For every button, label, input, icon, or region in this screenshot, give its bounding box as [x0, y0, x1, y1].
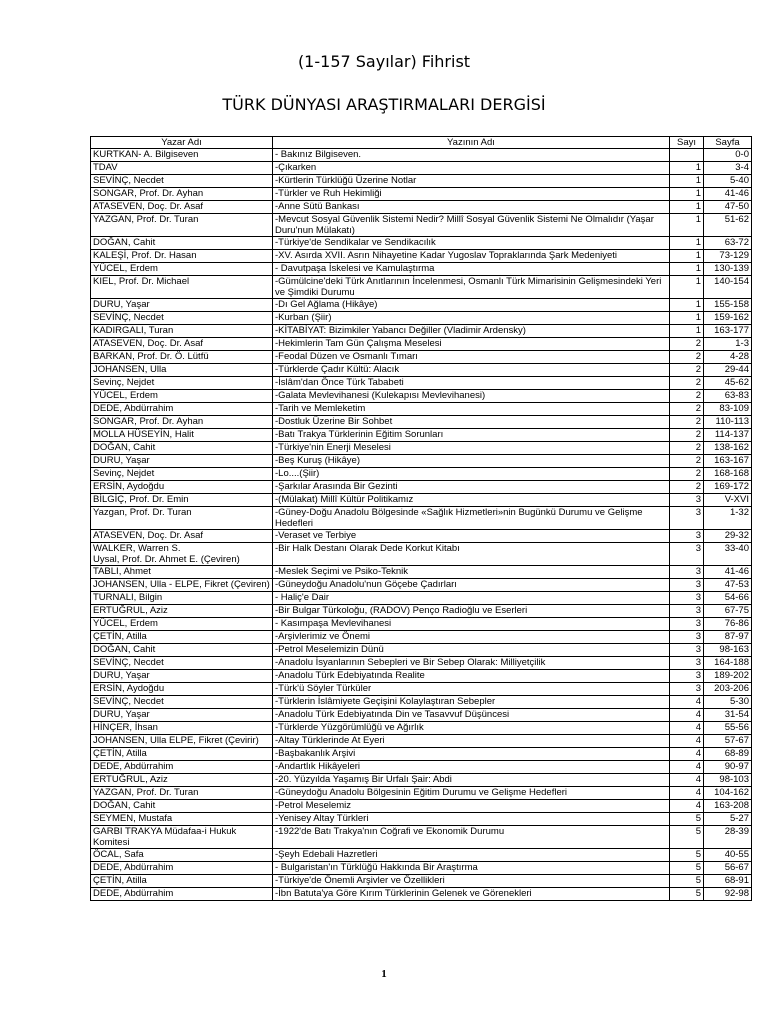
issue-cell: 1: [670, 237, 704, 250]
author-cell: BARKAN, Prof. Dr. Ö. Lütfü: [91, 351, 273, 364]
author-cell: JOHANSEN, Ulla: [91, 364, 273, 377]
table-row: [91, 237, 752, 250]
pages-cell: 5-40: [704, 175, 752, 188]
pages-cell: 63-83: [704, 390, 752, 403]
pages-cell: 51-62: [704, 214, 752, 237]
title-cell: -Dostluk Üzerine Bir Sohbet: [273, 416, 670, 429]
index-table: [90, 136, 752, 901]
title-cell: -Başbakanlık Arşivi: [273, 748, 670, 761]
author-cell: DOĞAN, Cahit: [91, 442, 273, 455]
author-cell: DEDE, Abdürrahim: [91, 888, 273, 901]
title-cell: -Kurban (Şiir): [273, 312, 670, 325]
issue-cell: 3: [670, 670, 704, 683]
table-row: [91, 263, 752, 276]
issue-cell: 1: [670, 312, 704, 325]
issue-cell: 4: [670, 696, 704, 709]
pages-cell: 57-67: [704, 735, 752, 748]
pages-cell: 41-46: [704, 188, 752, 201]
column-header-author: Yazar Adı: [91, 137, 273, 149]
title-cell: -Andartlık Hikâyeleri: [273, 761, 670, 774]
pages-cell: 159-162: [704, 312, 752, 325]
author-cell: ÖCAL, Safa: [91, 849, 273, 862]
title-cell: -Güney-Doğu Anadolu Bölgesinde «Sağlık Hizmetleri»nin Bugünkü Durumu ve Gelişme Hedefleri: [273, 507, 670, 530]
title-cell: -Türklerin İslâmiyete Geçişini Kolaylaştıran Sebepler: [273, 696, 670, 709]
author-cell: SEYMEN, Mustafa: [91, 813, 273, 826]
author-cell: DURU, Yaşar: [91, 299, 273, 312]
title-cell: -Türklerde Yüzgörümlüğü ve Ağırlık: [273, 722, 670, 735]
pages-cell: 4-28: [704, 351, 752, 364]
issue-cell: 3: [670, 543, 704, 566]
issue-cell: 2: [670, 364, 704, 377]
column-header-issue: Sayı: [670, 137, 704, 149]
table-row: [91, 416, 752, 429]
pages-cell: 189-202: [704, 670, 752, 683]
title-cell: -Güneydoğu Anadolu Bölgesinin Eğitim Durumu ve Gelişme Hedefleri: [273, 787, 670, 800]
pages-cell: 67-75: [704, 605, 752, 618]
table-row: [91, 566, 752, 579]
title-cell: -Altay Türklerinde At Eyeri: [273, 735, 670, 748]
issue-cell: 4: [670, 787, 704, 800]
title-cell: -Türkiye'de Önemli Arşivler ve Özellikleri: [273, 875, 670, 888]
title-cell: -Anne Sütü Bankası: [273, 201, 670, 214]
title-cell: -Bir Halk Destanı Olarak Dede Korkut Kitabı: [273, 543, 670, 566]
issue-cell: 2: [670, 351, 704, 364]
pages-cell: 83-109: [704, 403, 752, 416]
title-cell: -Türkiye'nin Enerji Meselesi: [273, 442, 670, 455]
issue-cell: 4: [670, 774, 704, 787]
table-row: [91, 618, 752, 631]
issue-cell: 3: [670, 566, 704, 579]
pages-cell: 28-39: [704, 826, 752, 849]
title-cell: -Türk'ü Söyler Türküler: [273, 683, 670, 696]
issue-cell: 2: [670, 416, 704, 429]
issue-cell: 2: [670, 403, 704, 416]
title-cell: -Dı Gel Ağlama (Hikâye): [273, 299, 670, 312]
pages-cell: 92-98: [704, 888, 752, 901]
author-cell: ATASEVEN, Doç. Dr. Asaf: [91, 338, 273, 351]
pages-cell: 110-113: [704, 416, 752, 429]
issue-cell: 2: [670, 429, 704, 442]
pages-cell: 45-62: [704, 377, 752, 390]
title-cell: -Arşivlerimiz ve Önemi: [273, 631, 670, 644]
table-header-row: [91, 137, 752, 149]
pages-cell: 104-162: [704, 787, 752, 800]
author-cell: TURNALI, Bilgin: [91, 592, 273, 605]
pages-cell: 73-129: [704, 250, 752, 263]
issue-cell: 1: [670, 263, 704, 276]
title-cell: -Şarkılar Arasında Bir Gezinti: [273, 481, 670, 494]
title-cell: -Meslek Seçimi ve Psiko-Teknik: [273, 566, 670, 579]
author-cell: DOĞAN, Cahit: [91, 237, 273, 250]
issue-cell: 3: [670, 618, 704, 631]
pages-cell: 29-44: [704, 364, 752, 377]
author-cell: SONGAR, Prof. Dr. Ayhan: [91, 416, 273, 429]
pages-cell: 31-54: [704, 709, 752, 722]
page-title: (1-157 Sayılar) Fihrist: [297, 52, 471, 71]
author-cell: SEVİNÇ, Necdet: [91, 312, 273, 325]
author-cell: SEVİNÇ, Necdet: [91, 175, 273, 188]
title-cell: -Güneydoğu Anadolu'nun Göçebe Çadırları: [273, 579, 670, 592]
table-row: [91, 338, 752, 351]
title-cell: -(Mülakat) Millî Kültür Politikamız: [273, 494, 670, 507]
issue-cell: 2: [670, 338, 704, 351]
table-row: [91, 214, 752, 237]
title-cell: -Anadolu İsyanlarının Sebepleri ve Bir Sebep Olarak: Milliyetçilik: [273, 657, 670, 670]
pages-cell: 1-32: [704, 507, 752, 530]
table-row: [91, 761, 752, 774]
author-cell: ERTUĞRUL, Aziz: [91, 605, 273, 618]
issue-cell: 4: [670, 735, 704, 748]
table-row: [91, 826, 752, 849]
pages-cell: 140-154: [704, 276, 752, 299]
author-cell: KURTKAN- A. Bilgiseven: [91, 149, 273, 162]
title-cell: -Şeyh Edebali Hazretleri: [273, 849, 670, 862]
issue-cell: 2: [670, 455, 704, 468]
title-cell: -Galata Mevlevihanesi (Kulekapısı Mevlevihanesi): [273, 390, 670, 403]
issue-cell: 3: [670, 657, 704, 670]
table-row: [91, 442, 752, 455]
author-cell: Sevinç, Nejdet: [91, 377, 273, 390]
author-cell: ERSİN, Aydoğdu: [91, 683, 273, 696]
table-row: [91, 696, 752, 709]
author-cell: WALKER, Warren S. Uysal, Prof. Dr. Ahmet E. (Çeviren): [91, 543, 273, 566]
table-row: [91, 351, 752, 364]
table-row: [91, 325, 752, 338]
title-cell: -Gümülcine'deki Türk Anıtlarının İncelenmesi, Osmanlı Türk Mimarisinin Gelişmesindeki Yeri ve Şimdiki Durumu: [273, 276, 670, 299]
pages-cell: 3-4: [704, 162, 752, 175]
author-cell: Sevinç, Nejdet: [91, 468, 273, 481]
column-header-title: Yazının Adı: [273, 137, 670, 149]
author-cell: JOHANSEN, Ulla ELPE, Fikret (Çevirir): [91, 735, 273, 748]
title-cell: -Tarih ve Memleketim: [273, 403, 670, 416]
pages-cell: 54-66: [704, 592, 752, 605]
pages-cell: 203-206: [704, 683, 752, 696]
pages-cell: 76-86: [704, 618, 752, 631]
author-cell: SEVİNÇ, Necdet: [91, 657, 273, 670]
pages-cell: 47-50: [704, 201, 752, 214]
pages-cell: 87-97: [704, 631, 752, 644]
author-cell: DEDE, Abdürrahim: [91, 403, 273, 416]
table-row: [91, 149, 752, 162]
pages-cell: 63-72: [704, 237, 752, 250]
title-cell: -Hekimlerin Tam Gün Çalışma Meselesi: [273, 338, 670, 351]
pages-cell: 155-158: [704, 299, 752, 312]
title-cell: - Davutpaşa İskelesi ve Kamulaştırma: [273, 263, 670, 276]
issue-cell: 4: [670, 722, 704, 735]
author-cell: ÇETİN, Atilla: [91, 748, 273, 761]
issue-cell: 2: [670, 390, 704, 403]
author-cell: DURU, Yaşar: [91, 455, 273, 468]
author-cell: ERTUĞRUL, Aziz: [91, 774, 273, 787]
issue-cell: 5: [670, 862, 704, 875]
author-cell: KADIRGALI, Turan: [91, 325, 273, 338]
title-cell: -Mevcut Sosyal Güvenlik Sistemi Nedir? Millî Sosyal Güvenlik Sistemi Ne Olmalıdır (Yaşar Duru'nun Mülakatı): [273, 214, 670, 237]
table-row: [91, 579, 752, 592]
table-row: [91, 888, 752, 901]
table-row: [91, 644, 752, 657]
pages-cell: 163-167: [704, 455, 752, 468]
issue-cell: 1: [670, 325, 704, 338]
table-row: [91, 201, 752, 214]
issue-cell: 1: [670, 188, 704, 201]
issue-cell: 5: [670, 875, 704, 888]
table-row: [91, 605, 752, 618]
table-row: [91, 312, 752, 325]
issue-cell: 3: [670, 644, 704, 657]
table-row: [91, 403, 752, 416]
author-cell: SONGAR, Prof. Dr. Ayhan: [91, 188, 273, 201]
table-row: [91, 543, 752, 566]
table-body: [91, 149, 752, 901]
author-cell: DURU, Yaşar: [91, 709, 273, 722]
author-cell: HİNÇER, İhsan: [91, 722, 273, 735]
author-cell: YÜCEL, Erdem: [91, 263, 273, 276]
table-row: [91, 722, 752, 735]
table-row: [91, 787, 752, 800]
author-cell: SEVİNÇ, Necdet: [91, 696, 273, 709]
issue-cell: 3: [670, 579, 704, 592]
author-cell: ÇETİN, Atilla: [91, 631, 273, 644]
table-row: [91, 530, 752, 543]
table-row: [91, 631, 752, 644]
pages-cell: 90-97: [704, 761, 752, 774]
title-cell: -Türklerde Çadır Kültü: Alacık: [273, 364, 670, 377]
pages-cell: 98-163: [704, 644, 752, 657]
title-cell: -Türkiye'de Sendikalar ve Sendikacılık: [273, 237, 670, 250]
author-cell: ERSİN, Aydoğdu: [91, 481, 273, 494]
author-cell: YÜCEL, Erdem: [91, 618, 273, 631]
title-cell: -Veraset ve Terbiye: [273, 530, 670, 543]
issue-cell: 3: [670, 605, 704, 618]
pages-cell: 47-53: [704, 579, 752, 592]
table-row: [91, 494, 752, 507]
table-row: [91, 299, 752, 312]
table-row: [91, 813, 752, 826]
issue-cell: 1: [670, 299, 704, 312]
title-cell: - Kasımpaşa Mevlevihanesi: [273, 618, 670, 631]
author-cell: TDAV: [91, 162, 273, 175]
author-cell: YAZGAN, Prof. Dr. Turan: [91, 214, 273, 237]
issue-cell: 3: [670, 592, 704, 605]
table-row: [91, 455, 752, 468]
table-row: [91, 162, 752, 175]
pages-cell: 1-3: [704, 338, 752, 351]
column-header-pages: Sayfa: [704, 137, 752, 149]
title-cell: -Bir Bulgar Türkoloğu, (RADOV) Penço Radioğlu ve Eserleri: [273, 605, 670, 618]
issue-cell: 3: [670, 507, 704, 530]
pages-cell: 138-162: [704, 442, 752, 455]
table-row: [91, 507, 752, 530]
journal-title: TÜRK DÜNYASI ARAŞTIRMALARI DERGİSİ: [222, 95, 546, 114]
title-cell: -Türkler ve Ruh Hekimliği: [273, 188, 670, 201]
title-cell: -1922'de Batı Trakya'nın Coğrafi ve Ekonomik Durumu: [273, 826, 670, 849]
pages-cell: 130-139: [704, 263, 752, 276]
title-cell: -20. Yüzyılda Yaşamış Bir Urfalı Şair: Abdi: [273, 774, 670, 787]
issue-cell: 4: [670, 709, 704, 722]
issue-cell: 4: [670, 748, 704, 761]
table-row: [91, 364, 752, 377]
title-cell: -Yenisey Altay Türkleri: [273, 813, 670, 826]
pages-cell: 163-208: [704, 800, 752, 813]
pages-cell: 41-46: [704, 566, 752, 579]
pages-cell: V-XVI: [704, 494, 752, 507]
issue-cell: 1: [670, 175, 704, 188]
pages-cell: 0-0: [704, 149, 752, 162]
issue-cell: 5: [670, 849, 704, 862]
author-cell: ATASEVEN, Doç. Dr. Asaf: [91, 530, 273, 543]
table-row: [91, 429, 752, 442]
author-cell: TABLI, Ahmet: [91, 566, 273, 579]
title-cell: -İbn Batuta'ya Göre Kırım Türklerinin Gelenek ve Görenekleri: [273, 888, 670, 901]
title-cell: -Lo....(Şiir): [273, 468, 670, 481]
title-cell: -Beş Kuruş (Hikâye): [273, 455, 670, 468]
issue-cell: 1: [670, 250, 704, 263]
issue-cell: 3: [670, 683, 704, 696]
issue-cell: 4: [670, 800, 704, 813]
issue-cell: 2: [670, 481, 704, 494]
issue-cell: 5: [670, 813, 704, 826]
issue-cell: 5: [670, 826, 704, 849]
pages-cell: 29-32: [704, 530, 752, 543]
table-row: [91, 862, 752, 875]
title-cell: - Haliç'e Dair: [273, 592, 670, 605]
title-cell: -Kürtlerin Türklüğü Üzerine Notlar: [273, 175, 670, 188]
title-cell: -Petrol Meselemiz: [273, 800, 670, 813]
issue-cell: 5: [670, 888, 704, 901]
author-cell: DURU, Yaşar: [91, 670, 273, 683]
title-cell: -Anadolu Türk Edebiyatında Realite: [273, 670, 670, 683]
pages-cell: 40-55: [704, 849, 752, 862]
author-cell: MOLLA HÜSEYİN, Halit: [91, 429, 273, 442]
title-cell: -İslâm'dan Önce Türk Tababeti: [273, 377, 670, 390]
table-row: [91, 250, 752, 263]
table-row: [91, 849, 752, 862]
table-row: [91, 468, 752, 481]
pages-cell: 5-27: [704, 813, 752, 826]
table-row: [91, 800, 752, 813]
title-cell: -Çıkarken: [273, 162, 670, 175]
table-row: [91, 377, 752, 390]
pages-cell: 163-177: [704, 325, 752, 338]
author-cell: ÇETİN, Atilla: [91, 875, 273, 888]
table-row: [91, 875, 752, 888]
pages-cell: 169-172: [704, 481, 752, 494]
issue-cell: 3: [670, 530, 704, 543]
pages-cell: 68-91: [704, 875, 752, 888]
author-cell: JOHANSEN, Ulla - ELPE, Fikret (Çeviren): [91, 579, 273, 592]
title-cell: -Feodal Düzen ve Osmanlı Tımarı: [273, 351, 670, 364]
pages-cell: 33-40: [704, 543, 752, 566]
table-row: [91, 683, 752, 696]
issue-cell: 3: [670, 494, 704, 507]
pages-cell: 56-67: [704, 862, 752, 875]
pages-cell: 164-188: [704, 657, 752, 670]
table-row: [91, 670, 752, 683]
issue-cell: 1: [670, 162, 704, 175]
title-cell: -Anadolu Türk Edebiyatında Din ve Tasavvuf Düşüncesi: [273, 709, 670, 722]
author-cell: DOĞAN, Cahit: [91, 800, 273, 813]
title-cell: -Petrol Meselemizin Dünü: [273, 644, 670, 657]
table-row: [91, 709, 752, 722]
table-row: [91, 276, 752, 299]
pages-cell: 114-137: [704, 429, 752, 442]
author-cell: BİLGİÇ, Prof. Dr. Emin: [91, 494, 273, 507]
table-row: [91, 748, 752, 761]
issue-cell: 3: [670, 631, 704, 644]
table-row: [91, 657, 752, 670]
issue-cell: 2: [670, 377, 704, 390]
author-cell: KALEŞİ, Prof. Dr. Hasan: [91, 250, 273, 263]
table-row: [91, 188, 752, 201]
author-cell: ATASEVEN, Doç. Dr. Asaf: [91, 201, 273, 214]
issue-cell: [670, 149, 704, 162]
page-number: 1: [381, 968, 387, 980]
author-cell: DEDE, Abdürrahim: [91, 761, 273, 774]
table-row: [91, 390, 752, 403]
author-cell: KIEL, Prof. Dr. Michael: [91, 276, 273, 299]
table-row: [91, 481, 752, 494]
author-cell: Yazgan, Prof. Dr. Turan: [91, 507, 273, 530]
issue-cell: 1: [670, 214, 704, 237]
table-row: [91, 592, 752, 605]
pages-cell: 5-30: [704, 696, 752, 709]
table-row: [91, 735, 752, 748]
issue-cell: 1: [670, 201, 704, 214]
author-cell: DEDE, Abdürrahim: [91, 862, 273, 875]
title-cell: -Batı Trakya Türklerinin Eğitim Sorunları: [273, 429, 670, 442]
issue-cell: 2: [670, 442, 704, 455]
table-row: [91, 175, 752, 188]
pages-cell: 98-103: [704, 774, 752, 787]
issue-cell: 1: [670, 276, 704, 299]
issue-cell: 2: [670, 468, 704, 481]
title-cell: -KİTABİYAT: Bizimkiler Yabancı Değiller (Vladimir Ardensky): [273, 325, 670, 338]
table-row: [91, 774, 752, 787]
title-cell: - Bulgaristan'ın Türklüğü Hakkında Bir Araştırma: [273, 862, 670, 875]
pages-cell: 68-89: [704, 748, 752, 761]
pages-cell: 168-168: [704, 468, 752, 481]
author-cell: YÜCEL, Erdem: [91, 390, 273, 403]
title-cell: - Bakınız Bilgiseven.: [273, 149, 670, 162]
title-cell: -XV. Asırda XVII. Asrın Nihayetine Kadar Yugoslav Topraklarında Şark Medeniyeti: [273, 250, 670, 263]
author-cell: DOĞAN, Cahit: [91, 644, 273, 657]
author-cell: YAZGAN, Prof. Dr. Turan: [91, 787, 273, 800]
author-cell: GARBI TRAKYA Müdafaa-i Hukuk Komitesi: [91, 826, 273, 849]
issue-cell: 4: [670, 761, 704, 774]
pages-cell: 55-56: [704, 722, 752, 735]
